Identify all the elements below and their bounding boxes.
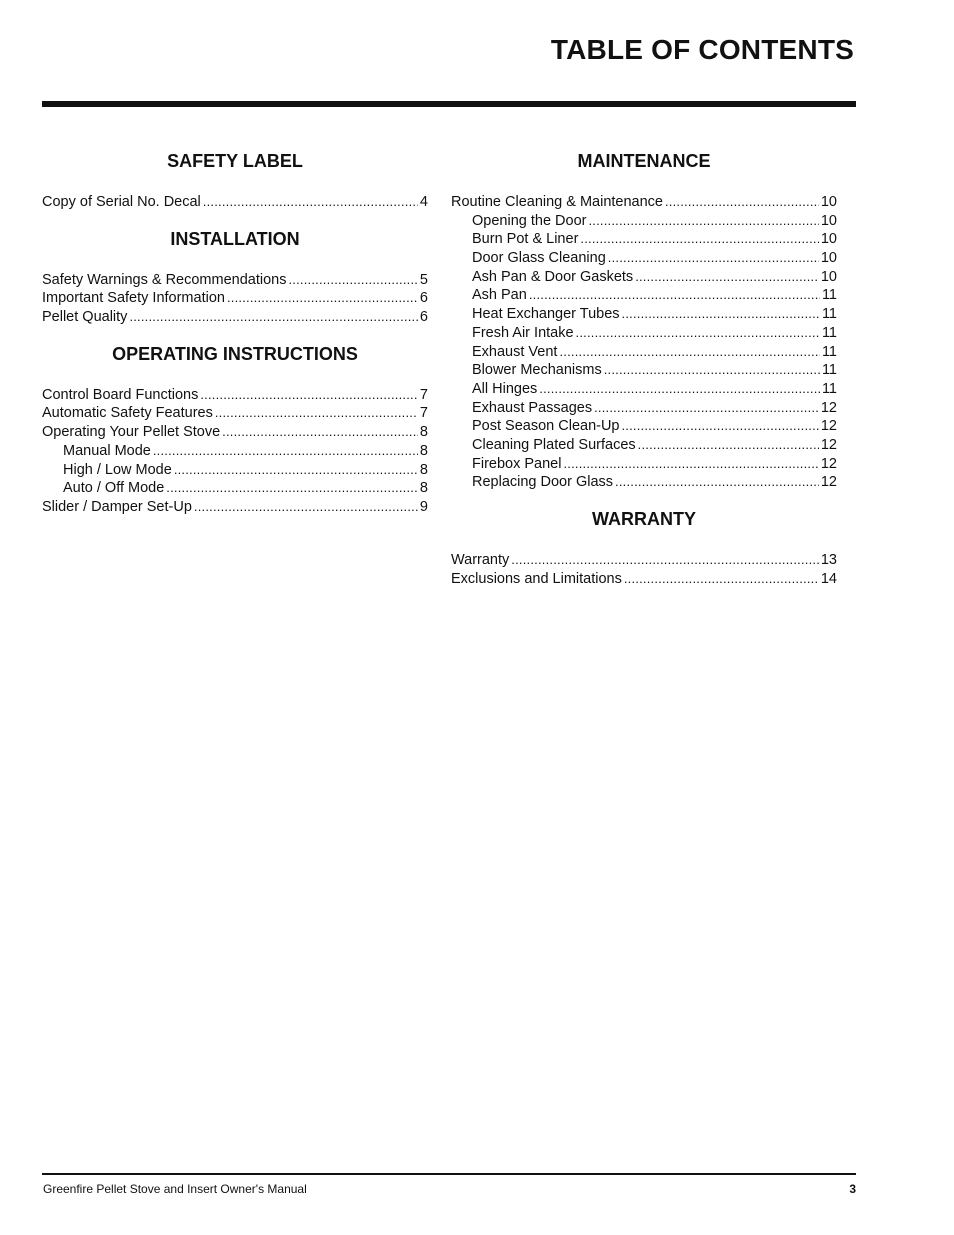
- toc-entry-label: Burn Pot & Liner: [472, 231, 579, 248]
- toc-entry: [451, 455, 837, 474]
- toc-entry-page-number: 4: [419, 194, 428, 210]
- toc-entry-list: [42, 386, 428, 517]
- toc-entry: [42, 423, 428, 442]
- toc-entry-page-number: 10: [820, 194, 837, 210]
- toc-entry-label: Cleaning Plated Surfaces: [472, 436, 636, 453]
- toc-entry-page-number: 12: [820, 399, 837, 416]
- dot-leader: [200, 386, 418, 405]
- toc-entry-page-number: 10: [820, 250, 837, 267]
- toc-entry-list: [42, 193, 428, 212]
- header-rule: [42, 101, 856, 107]
- toc-entry: [451, 193, 837, 212]
- toc-entry-page-number: 11: [821, 362, 837, 379]
- toc-entry: [42, 289, 428, 308]
- dot-leader: [222, 423, 418, 442]
- toc-entry: [451, 343, 837, 362]
- toc-entry-label: Exclusions and Limitations: [451, 570, 622, 587]
- toc-entry-label: Copy of Serial No. Decal: [42, 194, 201, 210]
- toc-entry-page-number: 8: [419, 480, 428, 497]
- dot-leader: [622, 417, 819, 436]
- dot-leader: [529, 286, 820, 305]
- toc-entry-label: Ash Pan: [472, 287, 527, 304]
- toc-entry: [451, 324, 837, 343]
- toc-section: [42, 150, 428, 212]
- toc-entry-page-number: 9: [419, 498, 428, 515]
- toc-entry-label: Firebox Panel: [472, 455, 562, 472]
- dot-leader: [203, 193, 418, 212]
- toc-entry: [42, 193, 428, 212]
- toc-entry-page-number: 6: [419, 309, 428, 326]
- toc-entry-page-number: 11: [821, 287, 837, 304]
- dot-leader: [129, 308, 417, 327]
- toc-entry-label: Operating Your Pellet Stove: [42, 424, 221, 441]
- dot-leader: [166, 479, 418, 498]
- dot-leader: [588, 212, 818, 231]
- toc-entry-label: Control Board Functions: [42, 386, 199, 403]
- toc-column-left: [42, 150, 428, 533]
- footer-page-number: 3: [849, 1182, 856, 1196]
- toc-section: [451, 508, 837, 588]
- toc-entry-label: Important Safety Information: [42, 290, 225, 307]
- toc-entry-page-number: 14: [820, 570, 837, 587]
- dot-leader: [604, 361, 820, 380]
- toc-entry: [42, 461, 428, 480]
- toc-entry-page-number: 13: [820, 552, 837, 568]
- toc-entry-page-number: 7: [419, 405, 428, 422]
- toc-section: [42, 228, 428, 327]
- dot-leader: [153, 442, 418, 461]
- section-heading: INSTALLATION: [170, 228, 300, 249]
- dot-leader: [665, 193, 819, 212]
- toc-entry-page-number: 6: [419, 290, 428, 307]
- dot-leader: [511, 551, 819, 570]
- toc-entry-page-number: 10: [820, 231, 837, 248]
- dot-leader: [174, 461, 418, 480]
- toc-entry-label: Automatic Safety Features: [42, 405, 213, 422]
- toc-entry: [42, 386, 428, 405]
- toc-entry-label: All Hinges: [472, 380, 538, 397]
- toc-entry: [451, 570, 837, 589]
- dot-leader: [288, 271, 417, 290]
- toc-entry-label: Door Glass Cleaning: [472, 250, 606, 267]
- toc-entry-page-number: 7: [419, 386, 428, 403]
- toc-entry-label: Ash Pan & Door Gaskets: [472, 268, 634, 285]
- dot-leader: [559, 343, 819, 362]
- toc-entry-page-number: 12: [820, 474, 837, 491]
- toc-entry-page-number: 12: [820, 455, 837, 472]
- toc-entry-label: Fresh Air Intake: [472, 324, 574, 341]
- dot-leader: [594, 399, 819, 418]
- toc-entry-label: Warranty: [451, 552, 510, 568]
- toc-entry: [451, 230, 837, 249]
- toc-section: [451, 150, 837, 492]
- dot-leader: [576, 324, 820, 343]
- dot-leader: [638, 436, 819, 455]
- page-title: TABLE OF CONTENTS: [550, 34, 854, 65]
- toc-entry-list: [451, 193, 837, 492]
- dot-leader: [615, 473, 819, 492]
- toc-entry-label: High / Low Mode: [63, 461, 172, 478]
- toc-entry: [451, 305, 837, 324]
- toc-entry-page-number: 11: [821, 343, 837, 360]
- section-heading: MAINTENANCE: [577, 151, 711, 171]
- toc-entry-page-number: 11: [821, 380, 837, 397]
- toc-entry: [451, 551, 837, 570]
- toc-entry-page-number: 8: [419, 461, 428, 478]
- toc-entry-label: Opening the Door: [472, 212, 587, 229]
- toc-entry-label: Exhaust Passages: [472, 399, 593, 416]
- toc-section: [42, 343, 428, 517]
- toc-entry-label: Replacing Door Glass: [472, 474, 614, 491]
- toc-entry-label: Safety Warnings & Recommendations: [42, 271, 287, 288]
- toc-entry-page-number: 12: [820, 436, 837, 453]
- toc-entry-page-number: 8: [419, 442, 428, 459]
- dot-leader: [622, 305, 820, 324]
- toc-column-right: [451, 150, 837, 604]
- dot-leader: [580, 230, 818, 249]
- dot-leader: [227, 289, 418, 308]
- toc-entry: [451, 417, 837, 436]
- toc-entry-page-number: 5: [419, 271, 428, 288]
- section-heading: WARRANTY: [592, 509, 696, 529]
- toc-entry: [42, 442, 428, 461]
- dot-leader: [635, 268, 819, 287]
- toc-entry-label: Manual Mode: [63, 442, 151, 459]
- toc-entry: [42, 498, 428, 517]
- toc-entry-label: Slider / Damper Set-Up: [42, 498, 192, 515]
- footer-rule: [42, 1173, 856, 1175]
- toc-entry: [451, 473, 837, 492]
- toc-entry-label: Blower Mechanisms: [472, 362, 602, 379]
- toc-entry: [451, 436, 837, 455]
- toc-entry: [451, 380, 837, 399]
- toc-entry: [42, 271, 428, 290]
- dot-leader: [608, 249, 819, 268]
- toc-entry-page-number: 10: [820, 268, 837, 285]
- toc-entry-label: Auto / Off Mode: [63, 480, 165, 497]
- toc-entry: [451, 399, 837, 418]
- dot-leader: [563, 455, 818, 474]
- toc-entry-page-number: 12: [820, 418, 837, 435]
- toc-entry-page-number: 11: [821, 306, 837, 323]
- toc-entry-list: [451, 551, 837, 588]
- dot-leader: [215, 404, 418, 423]
- toc-entry-label: Pellet Quality: [42, 309, 128, 326]
- toc-entry-label: Exhaust Vent: [472, 343, 558, 360]
- toc-entry: [451, 361, 837, 380]
- dot-leader: [194, 498, 418, 517]
- toc-entry-page-number: 11: [821, 324, 837, 341]
- dot-leader: [539, 380, 820, 399]
- toc-entry-list: [42, 271, 428, 327]
- toc-entry-page-number: 8: [419, 424, 428, 441]
- toc-entry-label: Routine Cleaning & Maintenance: [451, 194, 663, 210]
- toc-entry: [42, 308, 428, 327]
- toc-entry-label: Heat Exchanger Tubes: [472, 306, 620, 323]
- toc-entry: [451, 268, 837, 287]
- toc-entry-page-number: 10: [820, 212, 837, 229]
- section-heading: OPERATING INSTRUCTIONS: [112, 343, 358, 364]
- toc-entry: [451, 212, 837, 231]
- toc-entry: [42, 479, 428, 498]
- toc-entry: [42, 404, 428, 423]
- footer-title: Greenfire Pellet Stove and Insert Owner's Manual: [43, 1182, 307, 1196]
- toc-entry: [451, 286, 837, 305]
- toc-entry: [451, 249, 837, 268]
- dot-leader: [624, 570, 819, 589]
- toc-entry-label: Post Season Clean-Up: [472, 418, 620, 435]
- section-heading: SAFETY LABEL: [167, 151, 303, 171]
